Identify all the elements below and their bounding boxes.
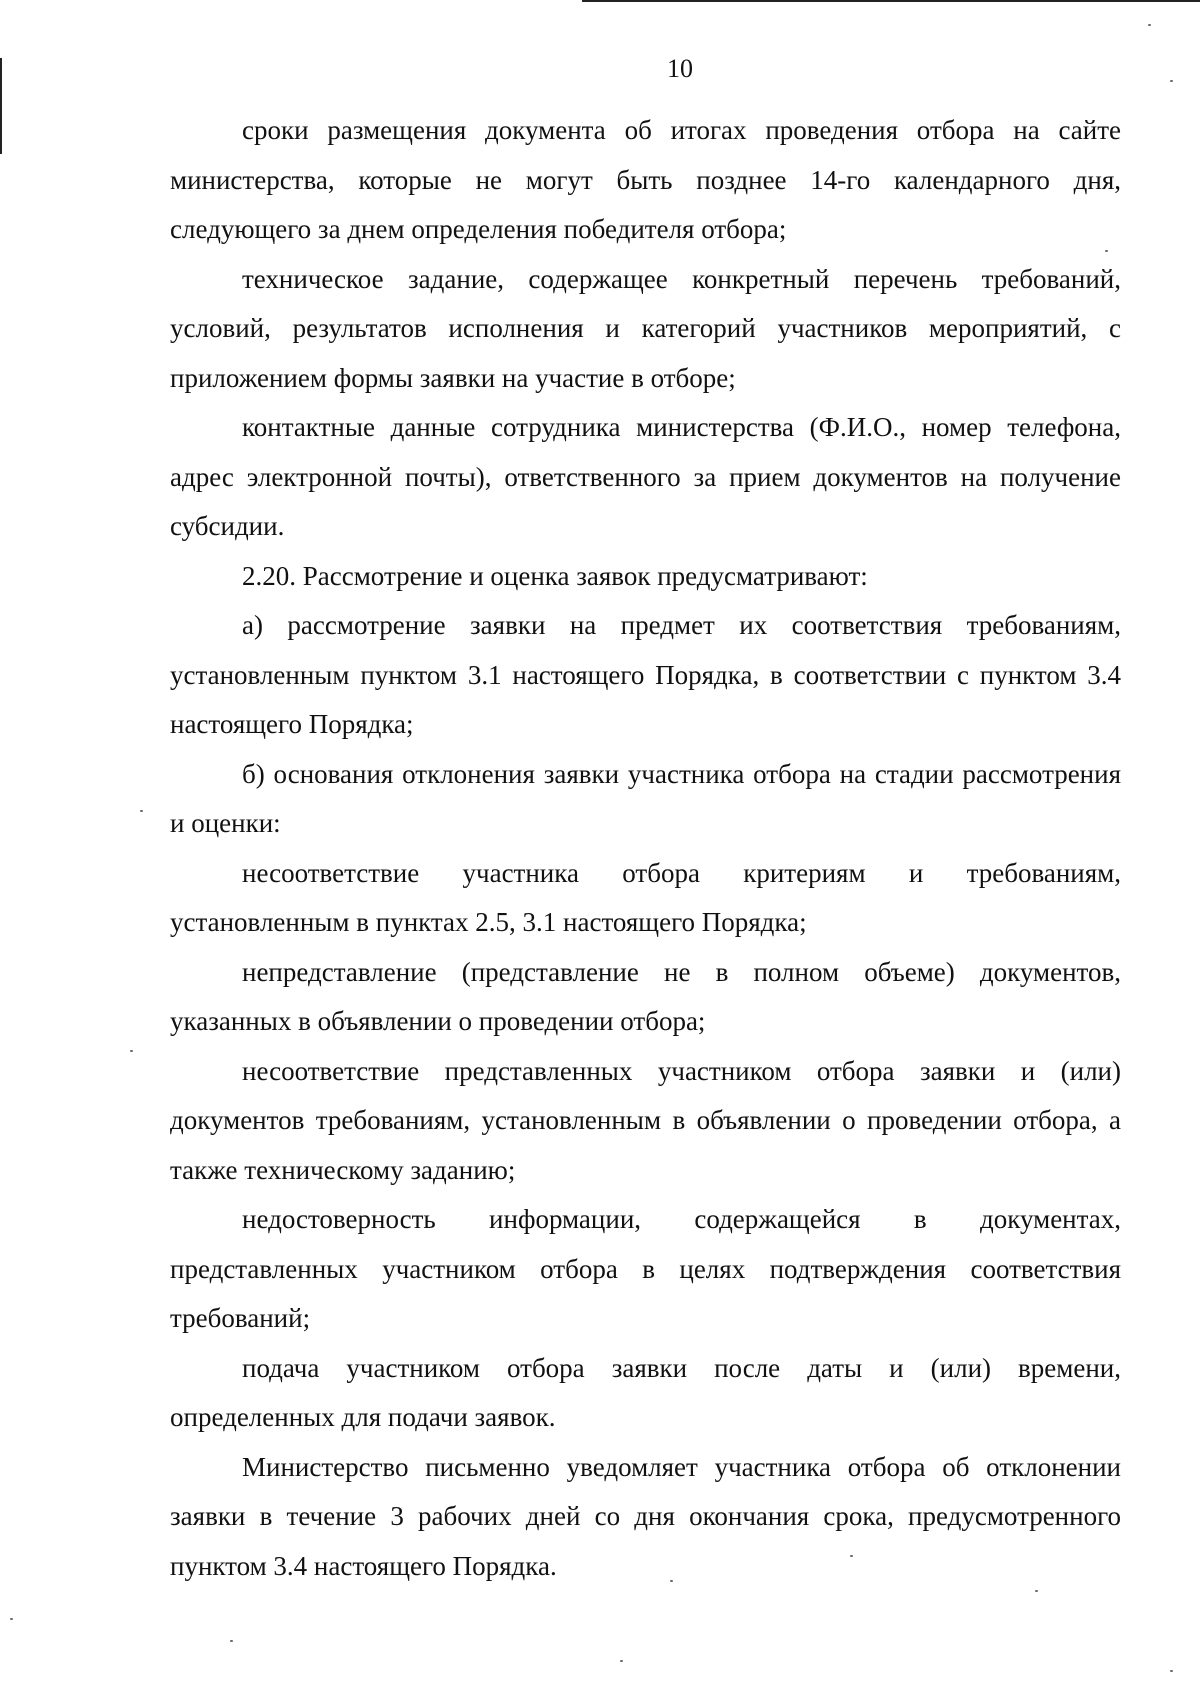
scan-speck <box>230 1640 233 1642</box>
paragraph-noncompliance: несоответствие участника отбора критериям и требованиям, установленным в пунктах 2.5, 3.1 настоящего Порядка; <box>170 857 1121 937</box>
scan-speck <box>620 1660 623 1662</box>
top-border-line <box>582 0 1200 2</box>
paragraph-item-b: б) основания отклонения заявки участника отбора на стадии рассмотрения и оценки: <box>170 758 1121 838</box>
scan-speck <box>1035 1590 1038 1592</box>
paragraph-nonsubmission: непредставление (представление не в полном объеме) документов, указанных в объявлении о проведении отбора; <box>170 956 1121 1036</box>
scan-speck <box>1170 1670 1173 1672</box>
scan-speck <box>1170 80 1173 82</box>
document-body <box>170 106 1121 1591</box>
paragraph-deadline: сроки размещения документа об итогах проведения отбора на сайте министерства, которые не могут быть позднее 14-го календарного дня, следующего за днем определения победителя отбора; <box>170 115 1121 244</box>
paragraph-unreliable-info: недостоверность информации, содержащейся в документах, представленных участником отбора в целях подтверждения соответствия требований; <box>170 1204 1121 1333</box>
scan-speck <box>850 1555 853 1557</box>
scan-speck <box>130 1050 133 1052</box>
paragraph-item-a: а) рассмотрение заявки на предмет их соответствия требованиям, установленным пунктом 3.1 настоящего Порядка, в соответствии с пунктом 3.4 настоящего Порядка; <box>170 610 1121 739</box>
paragraph-section-2-20: 2.20. Рассмотрение и оценка заявок предусматривают: <box>242 560 868 591</box>
paragraph-document-mismatch: несоответствие представленных участником отбора заявки и (или) документов требованиям, установленным в объявлении о проведении отбора, а также техническому заданию; <box>170 1055 1121 1185</box>
paragraph-technical-task: техническое задание, содержащее конкретный перечень требований, условий, результатов исполнения и категорий участников мероприятий, с приложением формы заявки на участие в отборе; <box>170 263 1121 393</box>
scan-speck <box>140 810 143 812</box>
page-number: 10 <box>667 54 693 83</box>
scan-speck <box>1148 24 1151 26</box>
scan-speck <box>1105 250 1108 252</box>
scan-speck <box>670 1580 673 1582</box>
paragraph-notification: Министерство письменно уведомляет участника отбора об отклонении заявки в течение 3 рабочих дней со дня окончания срока, предусмотренного пунктом 3.4 настоящего Порядка. <box>170 1451 1121 1581</box>
paragraph-late-submission: подача участником отбора заявки после даты и (или) времени, определенных для подачи заявок. <box>170 1352 1121 1432</box>
paragraph-contact-data: контактные данные сотрудника министерства (Ф.И.О., номер телефона, адрес электронной почты), ответственного за прием документов на получение субсидии. <box>170 412 1121 541</box>
scan-speck <box>10 1618 13 1620</box>
